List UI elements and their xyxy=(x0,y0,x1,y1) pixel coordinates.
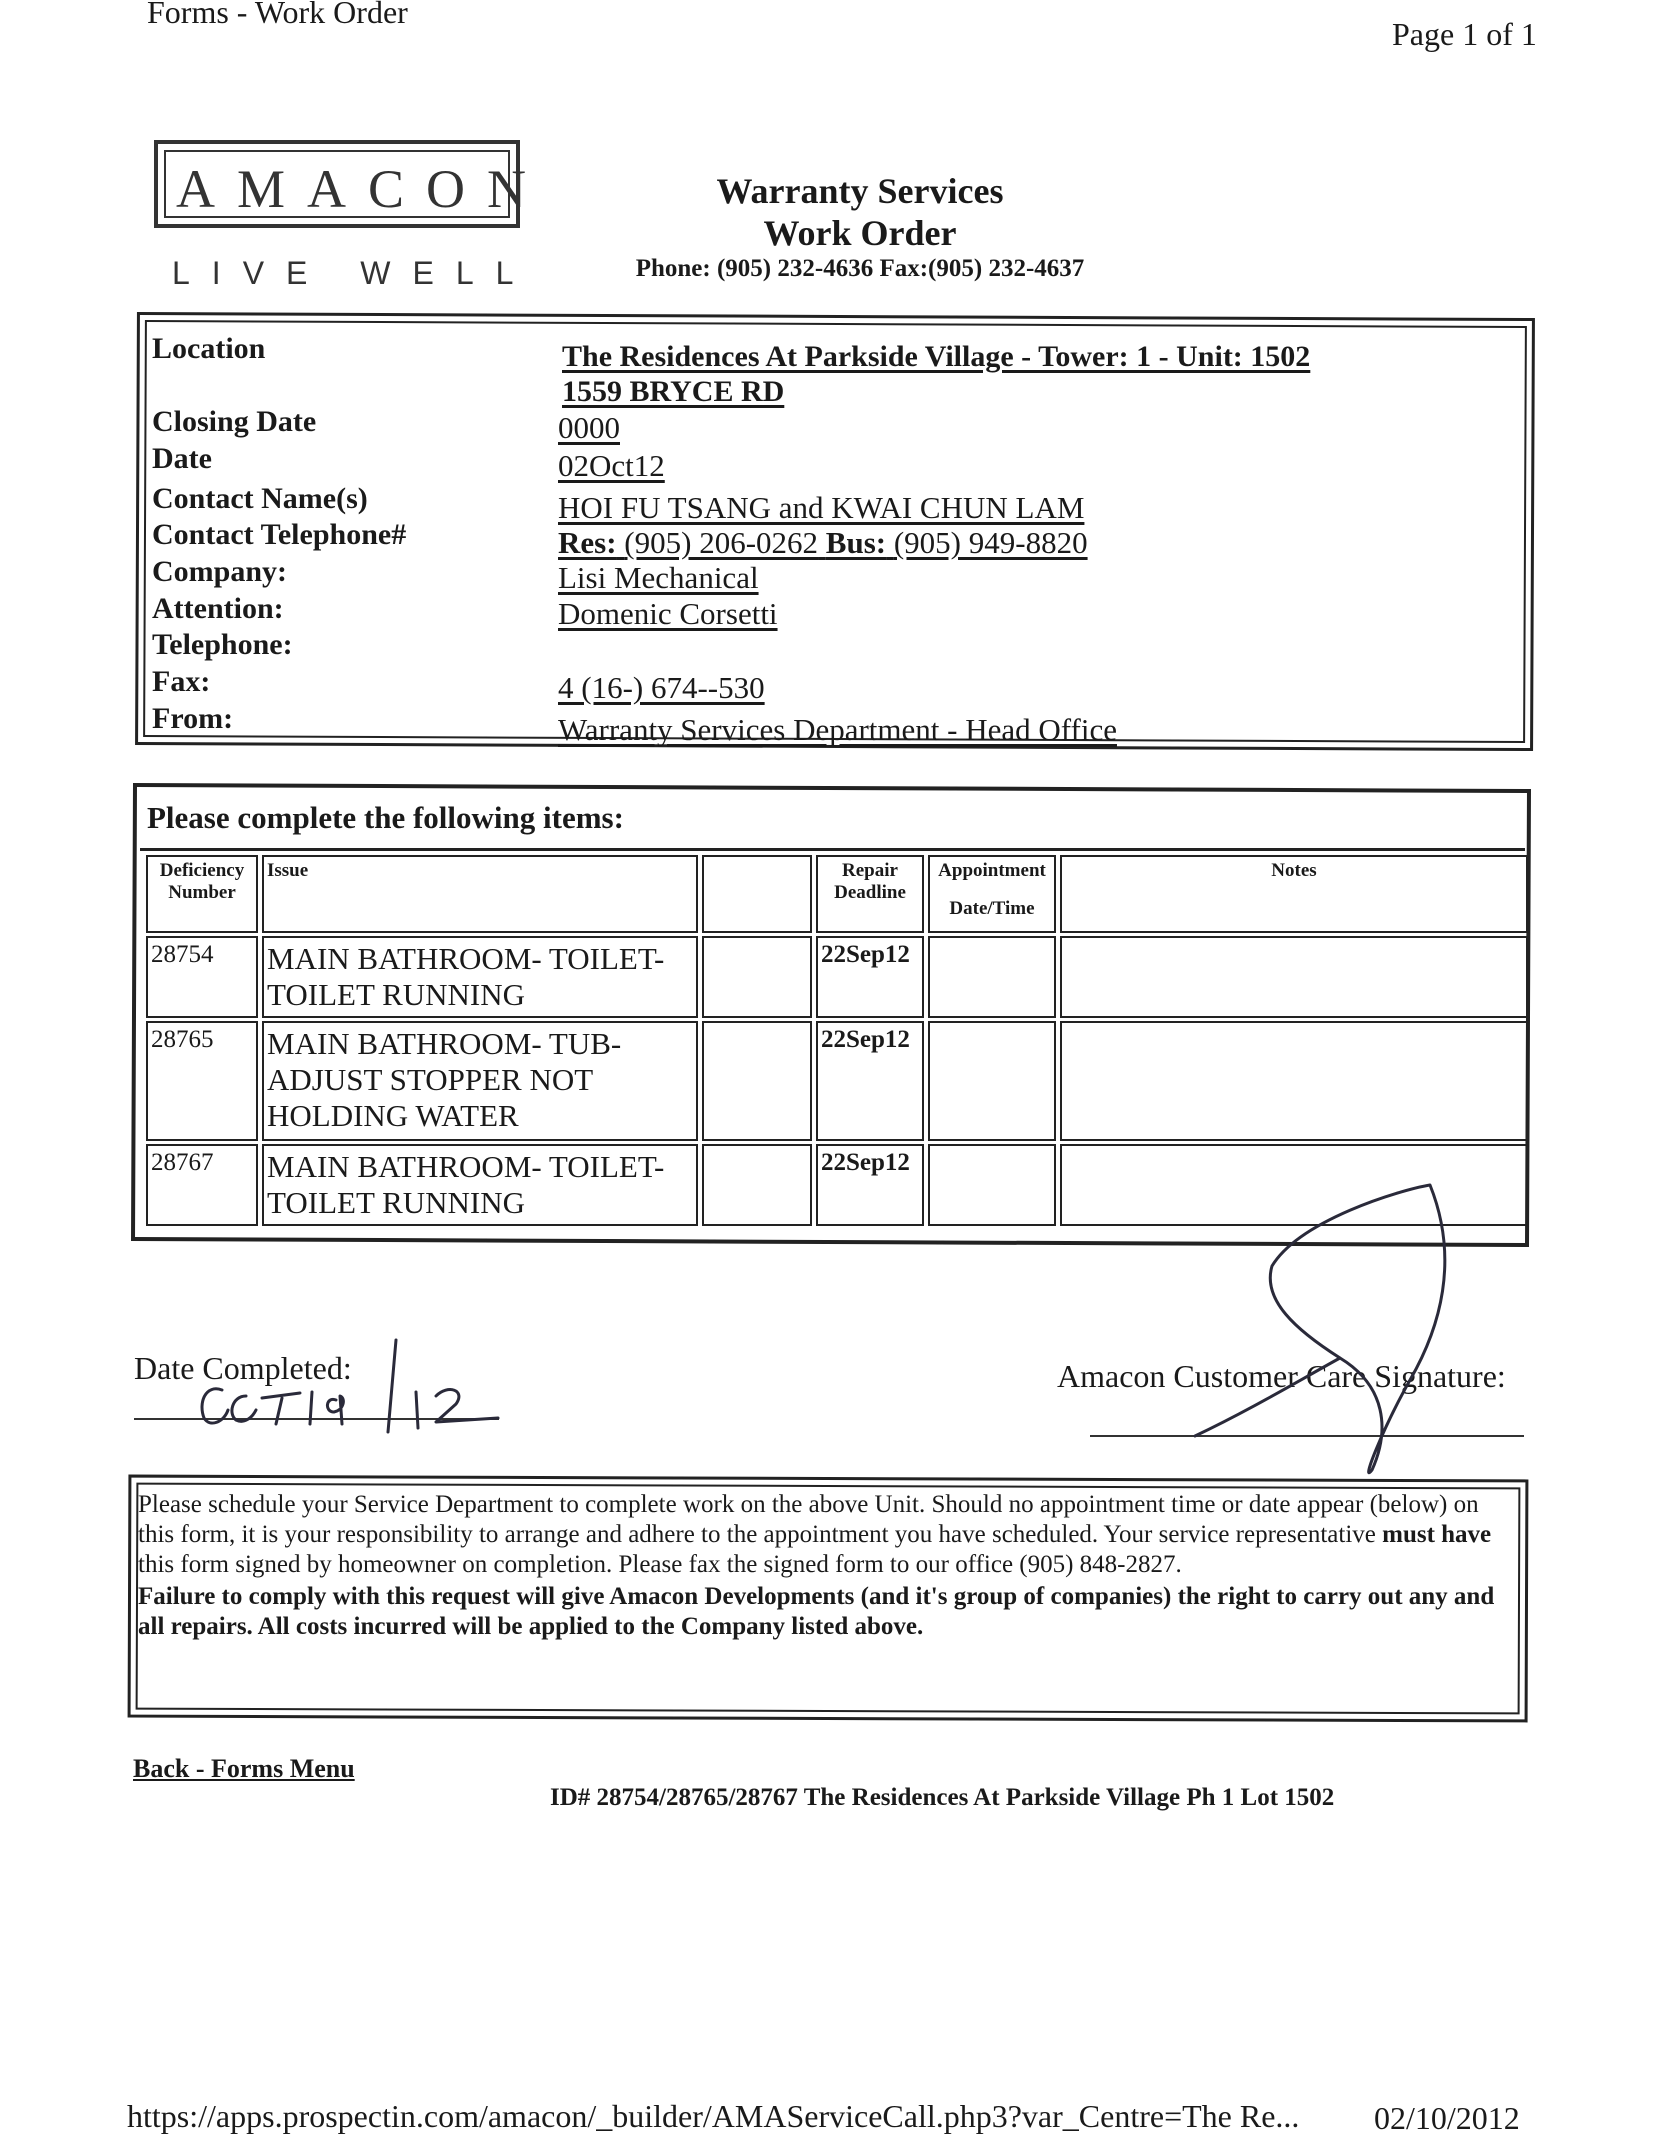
deficiency-number: 28767 xyxy=(146,1144,258,1226)
form-title: Forms - Work Order xyxy=(147,0,408,30)
contact-names-label: Contact Name(s) xyxy=(152,482,368,515)
page-indicator: Page 1 of 1 xyxy=(1392,16,1537,52)
company-value: Lisi Mechanical xyxy=(558,560,759,595)
notice-text xyxy=(138,1490,1508,1642)
blank-cell xyxy=(702,1144,812,1226)
table-row xyxy=(146,1021,1528,1141)
from-value: Warranty Services Department - Head Office xyxy=(558,712,1117,747)
amacon-logo xyxy=(154,140,549,228)
repair-deadline: 22Sep12 xyxy=(816,1144,924,1226)
date-completed-label: Date Completed: xyxy=(134,1350,352,1386)
contact-telephone-label: Contact Telephone# xyxy=(152,518,407,551)
attention-value: Domenic Corsetti xyxy=(558,596,778,631)
notes-cell xyxy=(1060,1144,1528,1226)
footer-date: 02/10/2012 xyxy=(1374,2100,1520,2136)
blank-cell xyxy=(702,1021,812,1141)
col-issue: Issue xyxy=(262,855,698,933)
document-title: Warranty Services xyxy=(716,171,1004,211)
notice-paragraph-1 xyxy=(138,1490,1508,1580)
table-row xyxy=(146,936,1528,1018)
contact-names-value: HOI FU TSANG and KWAI CHUN LAM xyxy=(558,490,1085,525)
col-deficiency-number: Deficiency Number xyxy=(146,855,258,933)
document-subtitle: Work Order xyxy=(763,213,957,253)
deficiency-number: 28765 xyxy=(146,1021,258,1141)
closing-date-label: Closing Date xyxy=(152,405,317,438)
appointment-header: Appointment xyxy=(938,860,1046,881)
items-heading: Please complete the following items: xyxy=(147,800,624,835)
date-label: Date xyxy=(152,442,212,475)
col-blank xyxy=(702,855,812,933)
location-value: The Residences At Parkside Village - Tower: 1 - Unit: 1502 xyxy=(562,340,1311,373)
res-value: (905) 206-0262 xyxy=(624,525,819,560)
contact-phone-fax: Phone: (905) 232-4636 Fax:(905) 232-4637 xyxy=(635,255,1085,282)
bus-label: Bus: xyxy=(825,525,887,560)
heading-divider xyxy=(140,848,1525,851)
appointment-subheader: Date/Time xyxy=(949,898,1035,919)
table-row xyxy=(146,1144,1528,1226)
company-label: Company: xyxy=(152,555,288,588)
col-notes: Notes xyxy=(1060,855,1528,933)
from-label: From: xyxy=(152,702,234,735)
col-repair-deadline: Repair Deadline xyxy=(816,855,924,933)
appointment-cell xyxy=(928,1144,1056,1226)
res-label: Res: xyxy=(558,525,617,560)
contact-telephone-value xyxy=(558,525,1088,561)
attention-label: Attention: xyxy=(152,592,284,625)
items-table xyxy=(142,852,1532,1229)
table-header-row xyxy=(146,855,1528,933)
repair-deadline: 22Sep12 xyxy=(816,936,924,1018)
footer-url: https://apps.prospectin.com/amacon/_builder/AMAServiceCall.php3?var_Centre=The Re... xyxy=(127,2098,1300,2134)
notice-paragraph-2: Failure to comply with this request will give Amacon Developments (and it's group of companies) the right to carry out any and all repairs. All costs incurred will be applied to the Company listed above. xyxy=(138,1583,1495,1640)
appointment-cell xyxy=(928,1021,1056,1141)
issue-text: MAIN BATHROOM- TOILET-TOILET RUNNING xyxy=(262,1144,698,1226)
notes-cell xyxy=(1060,1021,1528,1141)
closing-date-value: 0000 xyxy=(558,410,620,445)
record-id-line: ID# 28754/28765/28767 The Residences At Parkside Village Ph 1 Lot 1502 xyxy=(550,1784,1335,1811)
back-forms-menu-link[interactable]: Back - Forms Menu xyxy=(133,1754,355,1783)
date-completed-line xyxy=(134,1418,499,1420)
deficiency-number: 28754 xyxy=(146,936,258,1018)
notes-cell xyxy=(1060,936,1528,1018)
fax-label: Fax: xyxy=(152,665,211,698)
location-label: Location xyxy=(152,332,266,365)
signature-line xyxy=(1090,1435,1524,1437)
notice-emphasis: must have xyxy=(1382,1521,1492,1548)
repair-deadline: 22Sep12 xyxy=(816,1021,924,1141)
notice-p1-part-a: Please schedule your Service Department to complete work on the above Unit. Should no appointment time or date appear (below) on this form, it is your responsibility to arrange and adhere to the appointment you have scheduled. Your service representative xyxy=(138,1491,1479,1548)
fax-value: 4 (16-) 674--530 xyxy=(558,670,765,705)
blank-cell xyxy=(702,936,812,1018)
issue-text: MAIN BATHROOM- TUB- ADJUST STOPPER NOT HOLDING WATER xyxy=(262,1021,698,1141)
logo-tagline: LIVE WELL xyxy=(172,255,536,291)
date-value: 02Oct12 xyxy=(558,448,665,483)
signature-label: Amacon Customer Care Signature: xyxy=(1057,1358,1506,1394)
telephone-label: Telephone: xyxy=(152,628,293,661)
address-value: 1559 BRYCE RD xyxy=(562,375,785,408)
appointment-cell xyxy=(928,936,1056,1018)
col-appointment xyxy=(928,855,1056,933)
issue-text: MAIN BATHROOM- TOILET-TOILET RUNNING xyxy=(262,936,698,1018)
notice-p1-part-b: this form signed by homeowner on completion. Please fax the signed form to our office (905) 848-2827. xyxy=(138,1551,1182,1578)
bus-value: (905) 949-8820 xyxy=(893,525,1088,560)
logo-wordmark: AMACON xyxy=(176,159,549,219)
